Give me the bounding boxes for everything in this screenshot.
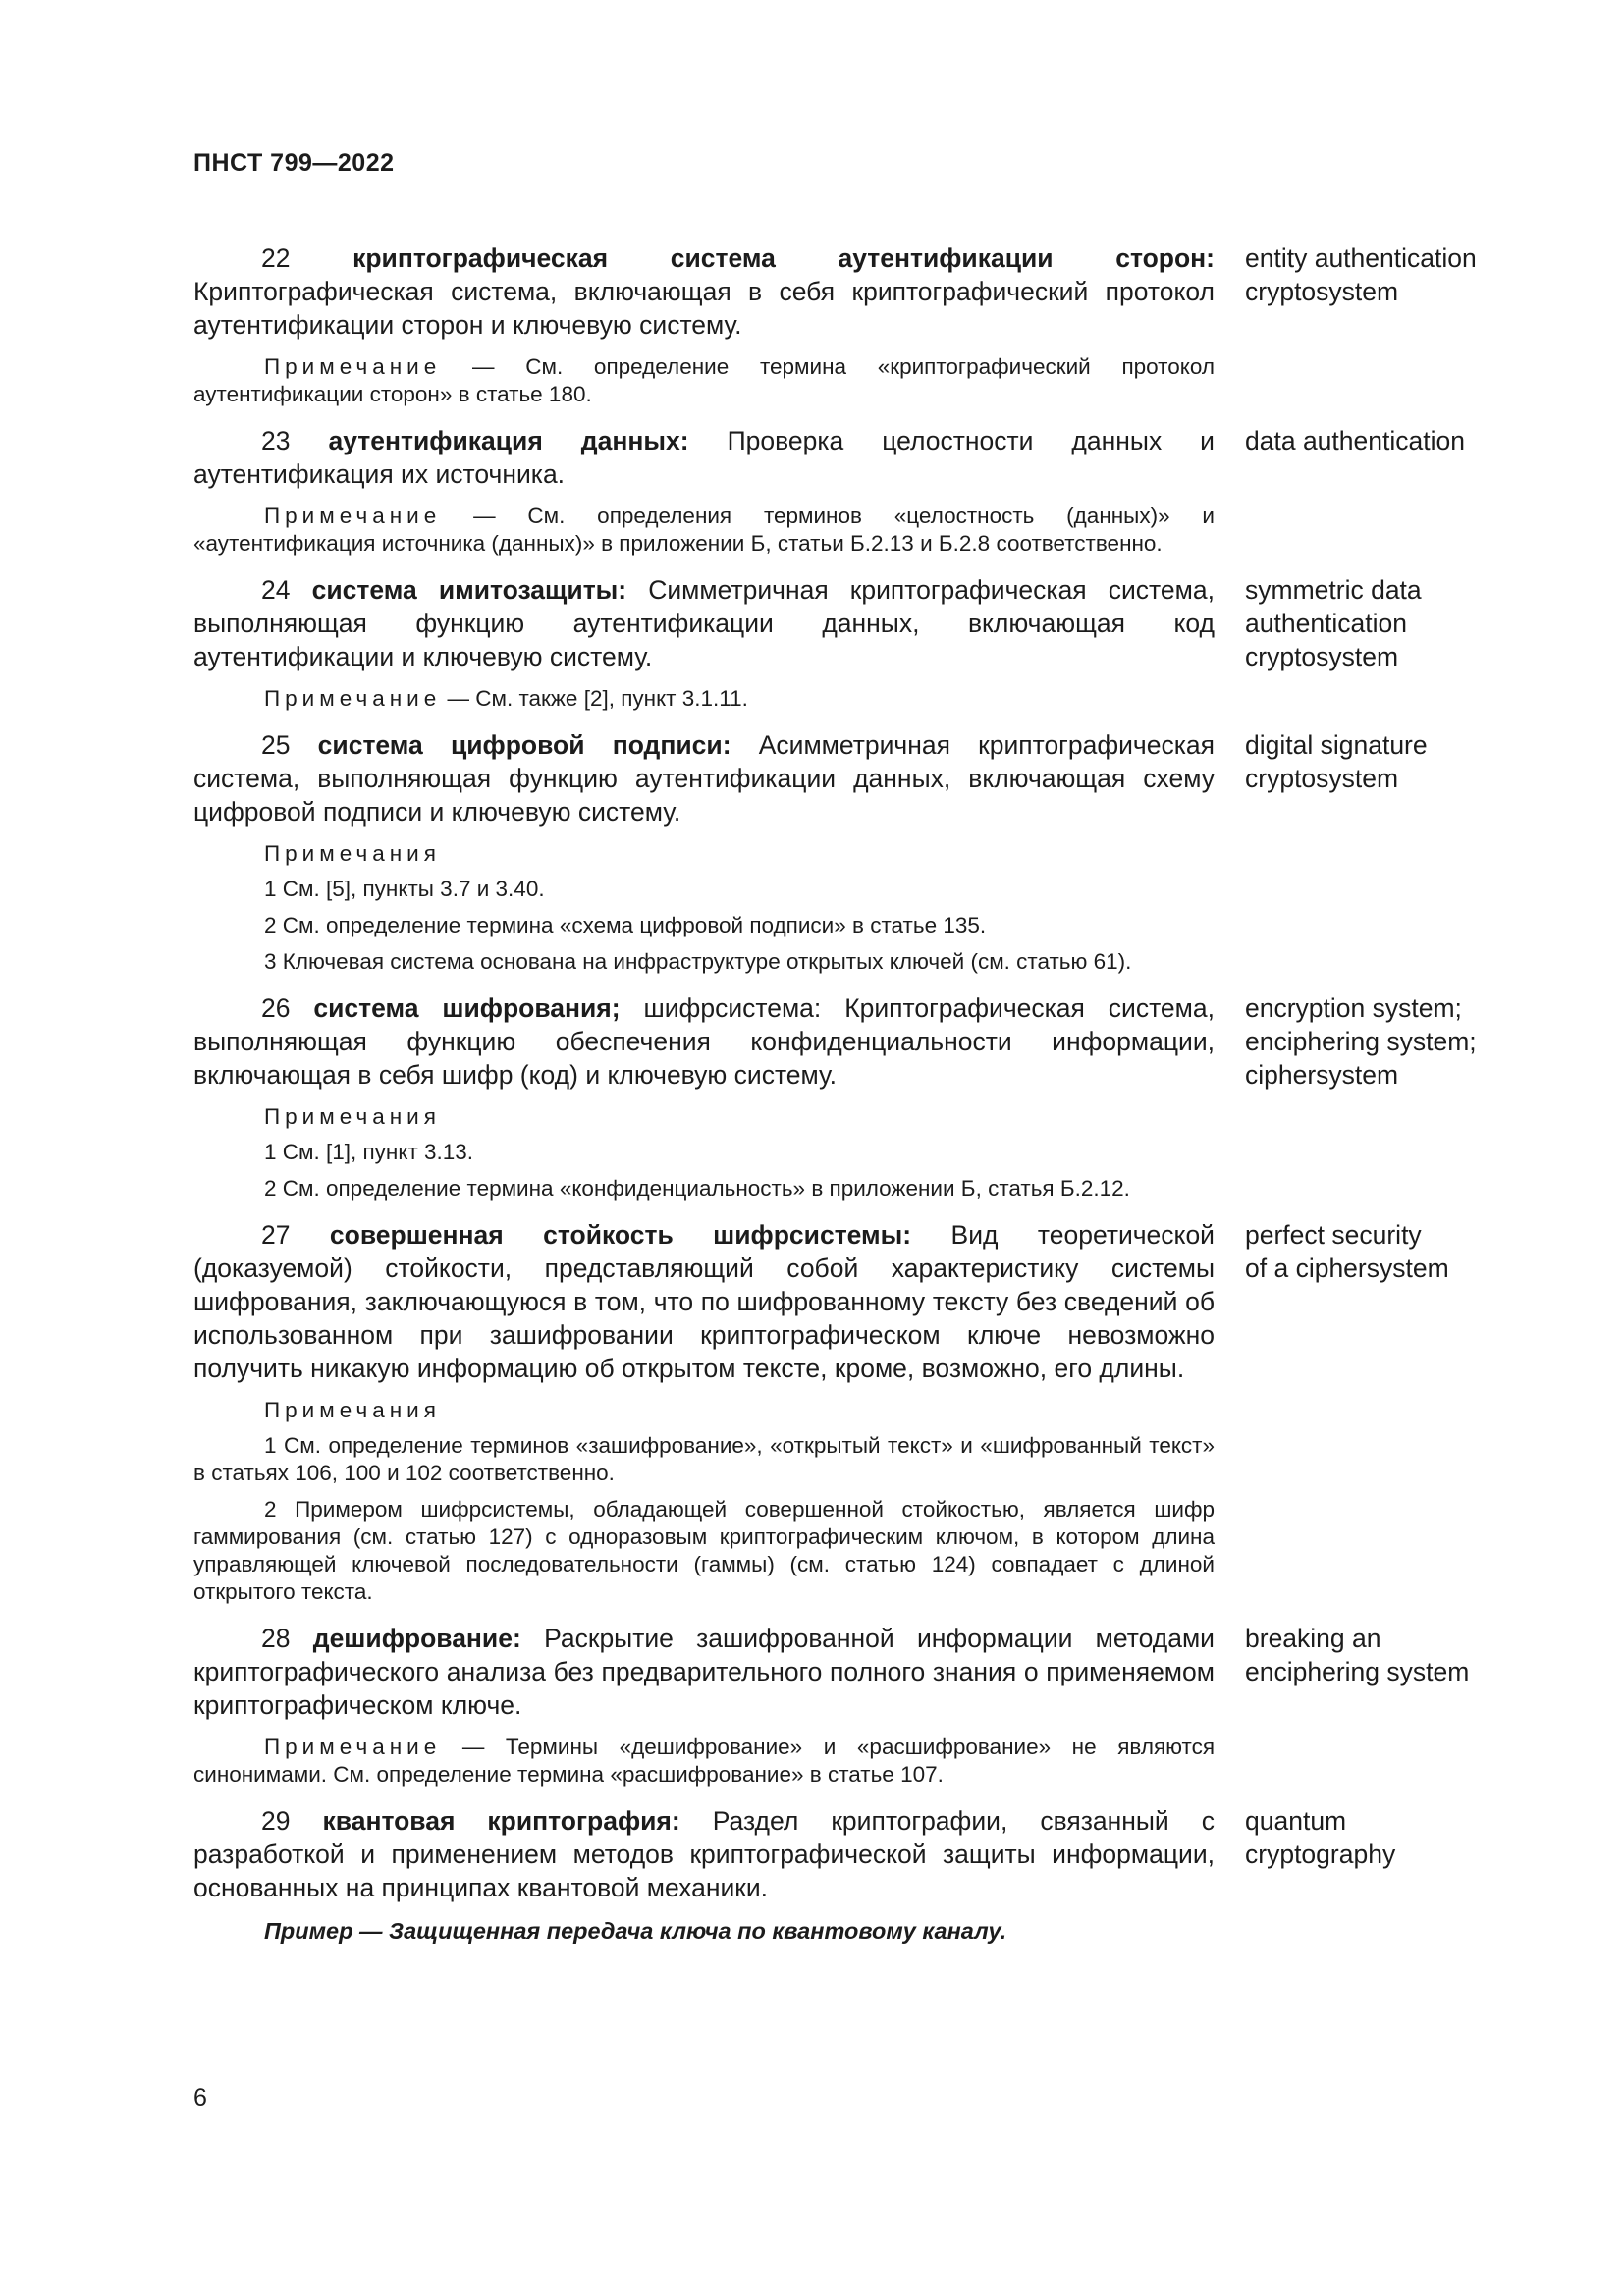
term-entry-26 <box>193 991 1509 1202</box>
english-equivalent: encryption system; enciphering system; ciphersystem <box>1245 993 1477 1090</box>
english-equivalent: data authentication <box>1245 426 1465 455</box>
term-entry-22 <box>193 241 1509 408</box>
term-entry-24 <box>193 573 1509 713</box>
entry-definition: 28 дешифрование: Раскрытие зашифрованной информации методами криптографического анализа без предварительного полного знания о применяемом криптографическом ключе. <box>193 1624 1215 1720</box>
entry-definition: 25 система цифровой подписи: Асимметричная криптографическая система, выполняющая функцию аутентификации данных, включающая схему цифровой подписи и ключевую систему. <box>193 730 1215 827</box>
entry-term: система шифрования; <box>313 993 621 1023</box>
entry-note: Примечание — См. также [2], пункт 3.1.11. <box>264 686 748 711</box>
terms-content <box>193 241 1509 1946</box>
term-entry-25 <box>193 728 1509 976</box>
notes-heading: Примечания <box>264 1104 441 1129</box>
note-item: 1 См. [1], пункт 3.13. <box>264 1140 474 1164</box>
entry-definition: 22 криптографическая система аутентификации сторон: Криптографическая система, включающая в себя криптографический протокол аутентификации сторон и ключевую систему. <box>193 243 1215 340</box>
entry-definition: 27 совершенная стойкость шифрсистемы: Вид теоретической (доказуемой) стойкости, представляющий собой характеристику системы шифрования, заключающуюся в том, что по шифрованному тексту без сведений об использованном при зашифровании криптографическом ключе невозможно получить никакую информацию об открытом тексте, кроме, возможно, его длины. <box>193 1220 1215 1383</box>
english-equivalent: perfect security of a ciphersystem <box>1245 1220 1449 1283</box>
note-item: 2 Примером шифрсистемы, обладающей совершенной стойкостью, является шифр гаммирования (см. статью 127) с одноразовым криптографическим ключом, в котором длина управляющей ключевой последовательности (гаммы) (см. статью 124) совпадает с длиной открытого текста. <box>193 1497 1215 1604</box>
entry-term: дешифрование: <box>312 1624 521 1653</box>
english-equivalent: entity authentication cryptosystem <box>1245 243 1477 306</box>
page-number: 6 <box>193 2084 207 2111</box>
entry-definition: 24 система имитозащиты: Симметричная криптографическая система, выполняющая функцию аутентификации данных, включающая код аутентификации и ключевую систему. <box>193 575 1215 671</box>
note-item: 3 Ключевая система основана на инфраструктуре открытых ключей (см. статью 61). <box>264 949 1132 974</box>
english-equivalent: symmetric data authentication cryptosystem <box>1245 575 1422 671</box>
entry-term: аутентификация данных: <box>328 426 689 455</box>
entry-note: Примечание — См. определения терминов «целостность (данных)» и «аутентификация источника (данных)» в приложении Б, статьи Б.2.13 и Б.2.8 соответственно. <box>193 504 1215 556</box>
entry-term: система имитозащиты: <box>311 575 627 605</box>
notes-heading: Примечания <box>264 1398 441 1422</box>
english-equivalent: digital signature cryptosystem <box>1245 730 1428 793</box>
note-item: 2 См. определение термина «схема цифровой подписи» в статье 135. <box>264 913 987 937</box>
entry-term: квантовая криптография: <box>322 1806 680 1836</box>
entry-definition: 26 система шифрования; шифрсистема: Криптографическая система, выполняющая функцию обеспечения конфиденциальности информации, включающая в себя шифр (код) и ключевую систему. <box>193 993 1215 1090</box>
term-entry-27 <box>193 1218 1509 1606</box>
note-item: 2 См. определение термина «конфиденциальность» в приложении Б, статья Б.2.12. <box>264 1176 1130 1201</box>
entry-synonym: шифрсистема: <box>643 993 822 1023</box>
term-entry-28 <box>193 1622 1509 1789</box>
term-entry-29 <box>193 1804 1509 1946</box>
entry-term: криптографическая система аутентификации сторон: <box>352 243 1215 273</box>
english-equivalent: quantum cryptography <box>1245 1806 1396 1869</box>
entry-note: Примечание — См. определение термина «криптографический протокол аутентификации сторон» в статье 180. <box>193 354 1215 406</box>
note-item: 1 См. определение терминов «зашифрование», «открытый текст» и «шифрованный текст» в статьях 106, 100 и 102 соответственно. <box>193 1433 1215 1485</box>
term-entry-23 <box>193 424 1509 558</box>
page-header-standard-id: ПНСТ 799—2022 <box>193 149 395 177</box>
entry-term: совершенная стойкость шифрсистемы: <box>329 1220 912 1250</box>
entry-term: система цифровой подписи: <box>317 730 731 760</box>
note-item: 1 См. [5], пункты 3.7 и 3.40. <box>264 877 545 901</box>
entry-note: Примечание — Термины «дешифрование» и «расшифрование» не являются синонимами. См. определение термина «расшифрование» в статье 107. <box>193 1735 1215 1787</box>
entry-example: Пример — Защищенная передача ключа по квантовому каналу. <box>264 1918 1007 1944</box>
entry-definition: 23 аутентификация данных: Проверка целостности данных и аутентификация их источника. <box>193 426 1215 489</box>
entry-definition: 29 квантовая криптография: Раздел криптографии, связанный с разработкой и применением методов криптографической защиты информации, основанных на принципах квантовой механики. <box>193 1806 1215 1902</box>
notes-heading: Примечания <box>264 841 441 866</box>
english-equivalent: breaking an enciphering system <box>1245 1624 1470 1686</box>
